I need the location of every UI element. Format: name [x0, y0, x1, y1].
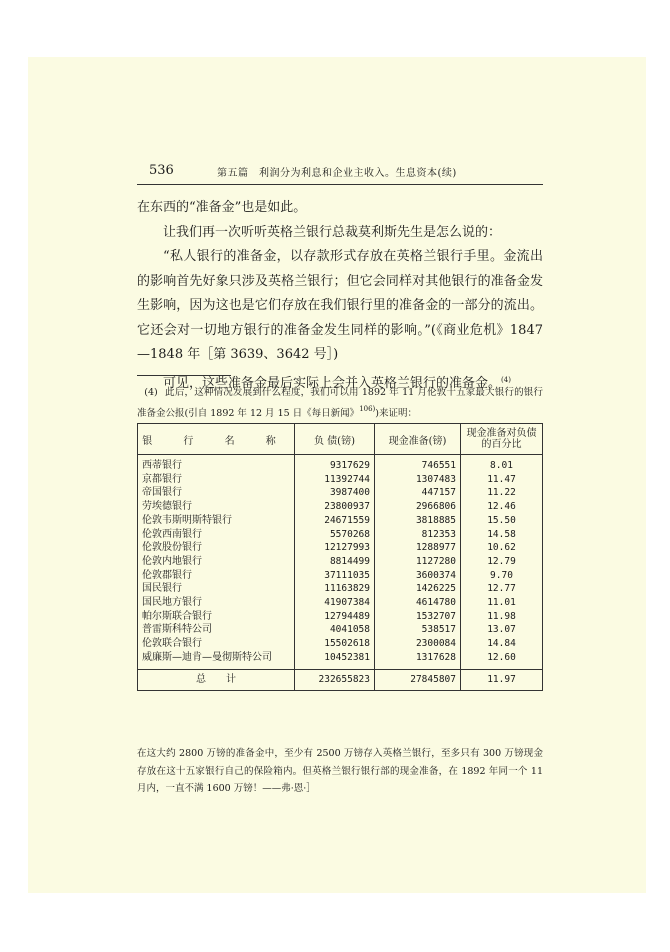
table-note: 在这大约 2800 万镑的准备金中，至少有 2500 万镑存入英格兰银行，至多只有 300 万镑现金存放在这十五家银行自己的保险箱内。但英格兰银行银行部的现金准备，在 1892 年同一个 11 月内，一直不满 1600 万镑！——弗·恩·］ [137, 748, 543, 794]
bank-name-cell: 京都银行 [138, 473, 295, 487]
cash-reserve-cell: 3600374 [375, 569, 461, 583]
header-percentage: 现金准备对负债的百分比 [461, 424, 543, 455]
percentage-cell: 13.07 [461, 623, 543, 637]
liabilities-cell: 10452381 [295, 651, 375, 669]
cash-reserve-cell: 4614780 [375, 596, 461, 610]
percentage-cell: 12.60 [461, 651, 543, 669]
cash-reserve-cell: 1317628 [375, 651, 461, 669]
table-row [138, 541, 543, 555]
percentage-cell: 12.77 [461, 582, 543, 596]
percentage-cell: 11.98 [461, 610, 543, 624]
table-row [138, 582, 543, 596]
liabilities-cell: 11163829 [295, 582, 375, 596]
liabilities-cell: 9317629 [295, 455, 375, 473]
cash-reserve-cell: 1426225 [375, 582, 461, 596]
total-cash-reserve: 27845807 [375, 669, 461, 690]
cash-reserve-cell: 812353 [375, 528, 461, 542]
cash-reserve-cell: 1288977 [375, 541, 461, 555]
bank-name-cell: 普雷斯科特公司 [138, 623, 295, 637]
header-rule [137, 184, 543, 185]
bank-name-cell: 西蒂银行 [138, 455, 295, 473]
bank-reserve-table [137, 423, 543, 691]
header-cash-reserve: 现金准备(镑) [375, 424, 461, 455]
percentage-cell: 14.84 [461, 637, 543, 651]
bank-name-cell: 伦敦西南银行 [138, 528, 295, 542]
cash-reserve-cell: 746551 [375, 455, 461, 473]
liabilities-cell: 12794489 [295, 610, 375, 624]
liabilities-cell: 5570268 [295, 528, 375, 542]
bank-name-cell: 伦敦内地银行 [138, 555, 295, 569]
percentage-cell: 14.58 [461, 528, 543, 542]
bank-name-cell: 劳埃德银行 [138, 500, 295, 514]
percentage-cell: 12.46 [461, 500, 543, 514]
liabilities-cell: 24671559 [295, 514, 375, 528]
cash-reserve-cell: 1127280 [375, 555, 461, 569]
percentage-cell: 15.50 [461, 514, 543, 528]
body-text [137, 196, 543, 396]
running-head: 第五篇 利润分为利息和企业主收入。生息资本(续) [217, 168, 457, 179]
table-row [138, 486, 543, 500]
cash-reserve-cell: 1307483 [375, 473, 461, 487]
page-number: 536 [149, 163, 174, 178]
liabilities-cell: 4041058 [295, 623, 375, 637]
footnote-label: (4) [144, 387, 158, 398]
footnote-rule [137, 375, 231, 376]
table-row [138, 473, 543, 487]
percentage-cell: 11.22 [461, 486, 543, 500]
bank-name-cell: 伦敦郡银行 [138, 569, 295, 583]
liabilities-cell: 15502618 [295, 637, 375, 651]
cash-reserve-cell: 2966806 [375, 500, 461, 514]
table-row [138, 637, 543, 651]
liabilities-cell: 11392744 [295, 473, 375, 487]
footnote-source-ref: 106) [359, 405, 376, 413]
percentage-cell: 11.47 [461, 473, 543, 487]
total-percentage: 11.97 [461, 669, 543, 690]
bank-name-cell: 伦敦股份银行 [138, 541, 295, 555]
cash-reserve-cell: 1532707 [375, 610, 461, 624]
table-row [138, 528, 543, 542]
bank-name-cell: 国民银行 [138, 582, 295, 596]
cash-reserve-cell: 3818885 [375, 514, 461, 528]
cash-reserve-cell: 447157 [375, 486, 461, 500]
paragraph-1: 在东西的“准备金”也是如此。 [137, 200, 307, 215]
footnote [137, 385, 543, 422]
bank-name-cell: 威廉斯—迪肯—曼彻斯特公司 [138, 651, 295, 669]
header-bank-name: 银 行 名 称 [138, 424, 295, 455]
cash-reserve-cell: 538517 [375, 623, 461, 637]
liabilities-cell: 3987400 [295, 486, 375, 500]
paragraph-4-text: 可见，这些准备金最后实际上会并入英格兰银行的准备金。 [163, 375, 502, 391]
percentage-cell: 12.79 [461, 555, 543, 569]
bank-name-cell: 帕尔斯联合银行 [138, 610, 295, 624]
bank-name-cell: 帝国银行 [138, 486, 295, 500]
footnote-text: 此后，这种情况发展到什么程度，我们可以用 1892 年 11 月伦敦十五家最大银行的银行准备金公报(引自 1892 年 12 月 15 日《每日新闻》 [137, 387, 543, 419]
percentage-cell: 11.01 [461, 596, 543, 610]
table-row [138, 610, 543, 624]
footnote-text-end: )来证明： [375, 408, 417, 419]
bank-name-cell: 伦敦韦斯明斯特银行 [138, 514, 295, 528]
liabilities-cell: 37111035 [295, 569, 375, 583]
percentage-cell: 9.70 [461, 569, 543, 583]
table-row [138, 569, 543, 583]
page-header [137, 163, 543, 185]
liabilities-cell: 12127993 [295, 541, 375, 555]
table-row [138, 651, 543, 669]
footnote-ref: (4) [501, 375, 511, 384]
total-label: 总 计 [138, 669, 295, 690]
paragraph-2: 让我们再一次听听英格兰银行总裁莫利斯先生是怎么说的： [163, 224, 502, 240]
bank-name-cell: 伦敦联合银行 [138, 637, 295, 651]
bank-name-cell: 国民地方银行 [138, 596, 295, 610]
table-row [138, 455, 543, 473]
header-liabilities: 负 债(镑) [295, 424, 375, 455]
table-header-row [138, 424, 543, 455]
table-body [138, 455, 543, 691]
liabilities-cell: 41907384 [295, 596, 375, 610]
table-total-row [138, 669, 543, 690]
paragraph-3: “私人银行的准备金，以存款形式存放在英格兰银行手里。金流出的影响首先好象只涉及英格兰银行；但它会同样对其他银行的准备金发生影响，因为这也是它们存放在我们银行里的准备金的一部分的流出。它还会对一切地方银行的准备金发生同样的影响。”(《商业危机》1847—1848 年［第 3639、3642 号］) [137, 249, 543, 362]
liabilities-cell: 8814499 [295, 555, 375, 569]
total-liabilities: 232655823 [295, 669, 375, 690]
table-row [138, 555, 543, 569]
table-row [138, 596, 543, 610]
percentage-cell: 10.62 [461, 541, 543, 555]
table-row [138, 623, 543, 637]
table-row [138, 500, 543, 514]
percentage-cell: 8.01 [461, 455, 543, 473]
liabilities-cell: 23800937 [295, 500, 375, 514]
cash-reserve-cell: 2300084 [375, 637, 461, 651]
table-row [138, 514, 543, 528]
